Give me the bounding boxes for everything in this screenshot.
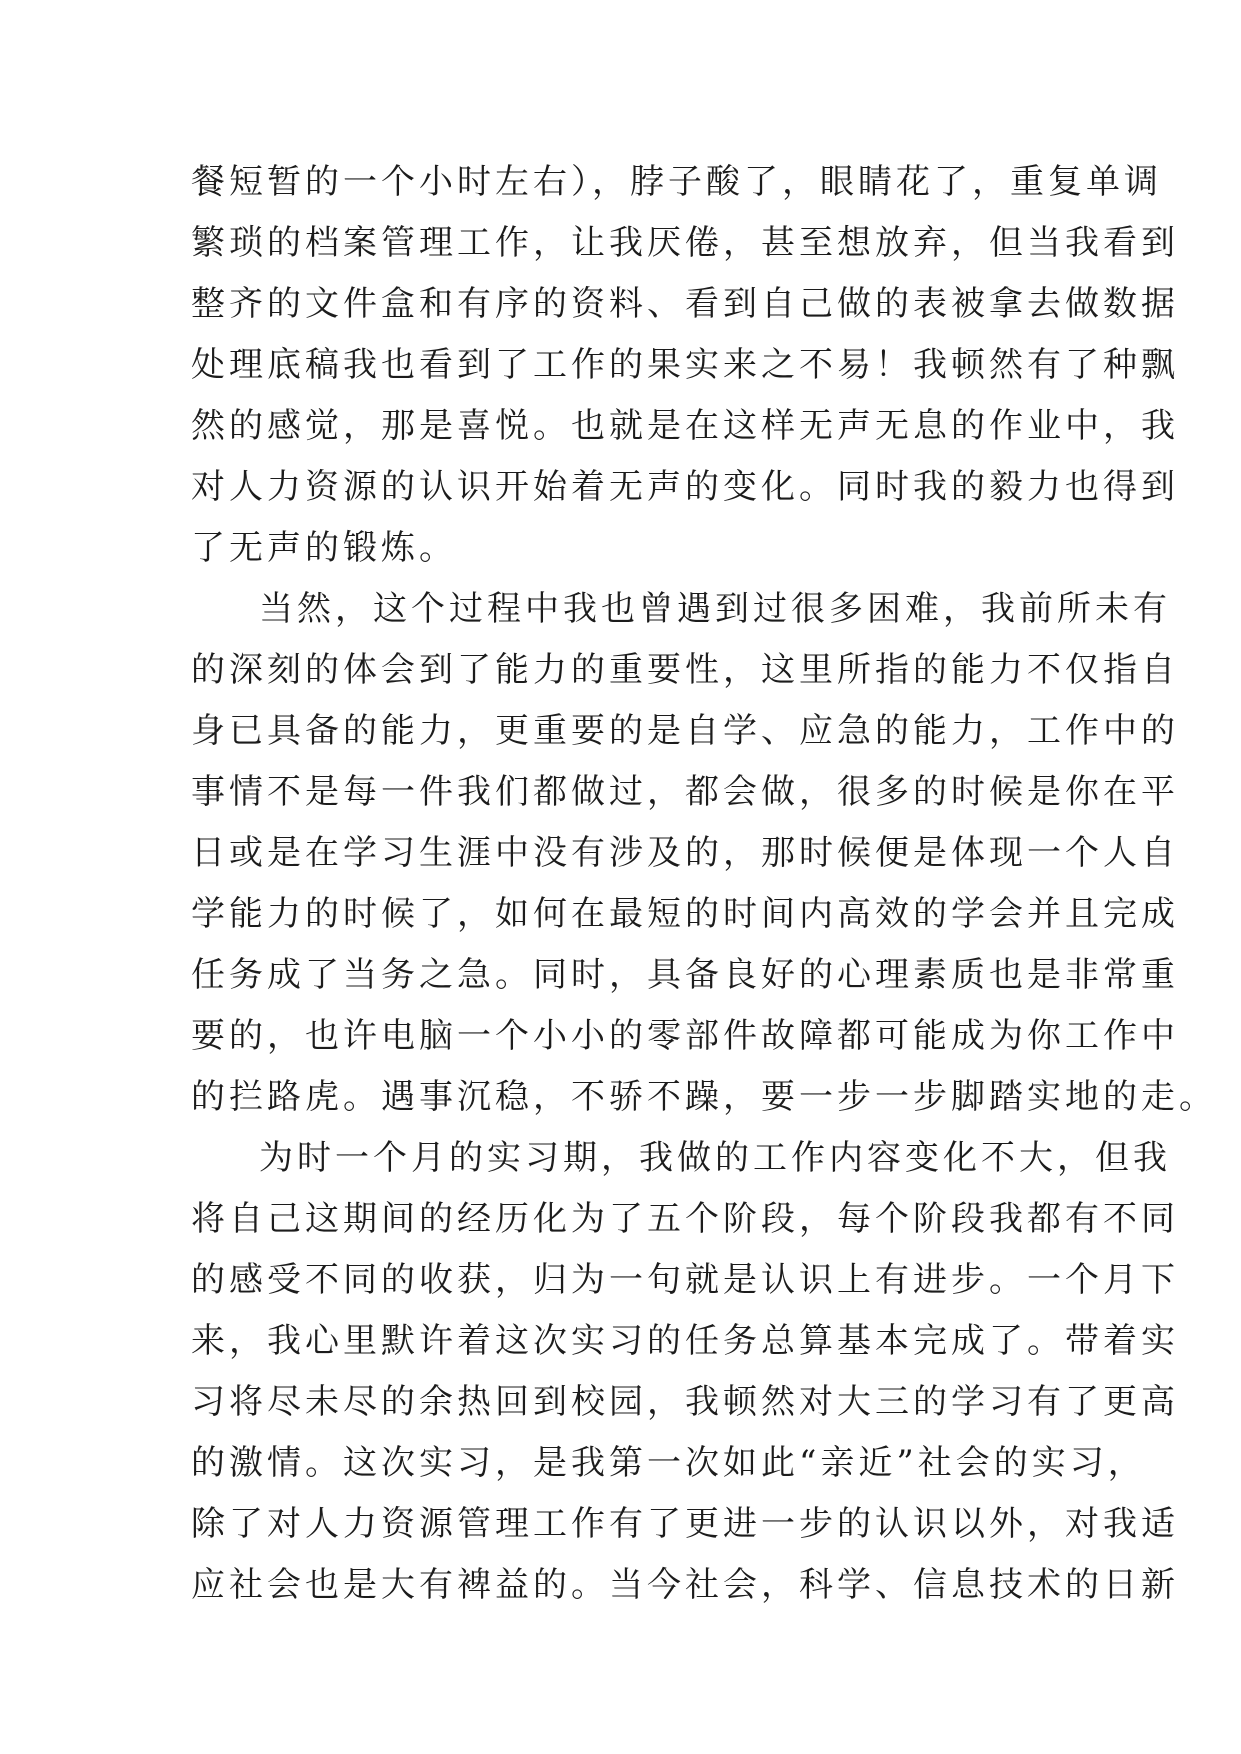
text-line: 的深刻的体会到了能力的重要性，这里所指的能力不仅指自 — [191, 650, 1179, 690]
text-line: 为时一个月的实习期，我做的工作内容变化不大，但我 — [259, 1138, 1171, 1178]
text-line: 除了对人力资源管理工作有了更进一步的认识以外，对我适 — [191, 1504, 1179, 1544]
text-line: 处理底稿我也看到了工作的果实来之不易！我顿然有了种飘 — [191, 345, 1179, 385]
text-line: 的感受不同的收获，归为一句就是认识上有进步。一个月下 — [191, 1260, 1179, 1300]
text-line: 要的，也许电脑一个小小的零部件故障都可能成为你工作中 — [191, 1016, 1179, 1056]
text-line: 应社会也是大有裨益的。当今社会，科学、信息技术的日新 — [191, 1565, 1179, 1605]
text-line: 将自己这期间的经历化为了五个阶段，每个阶段我都有不同 — [191, 1199, 1179, 1239]
text-line: 然的感觉，那是喜悦。也就是在这样无声无息的作业中，我 — [191, 406, 1179, 446]
text-line: 日或是在学习生涯中没有涉及的，那时候便是体现一个人自 — [191, 833, 1179, 873]
text-line: 事情不是每一件我们都做过，都会做，很多的时候是你在平 — [191, 772, 1179, 812]
text-line: 了无声的锻炼。 — [191, 528, 457, 568]
text-line: 整齐的文件盒和有序的资料、看到自己做的表被拿去做数据 — [191, 284, 1179, 324]
text-line: 身已具备的能力，更重要的是自学、应急的能力，工作中的 — [191, 711, 1179, 751]
text-line: 的激情。这次实习，是我第一次如此“亲近”社会的实习， — [191, 1443, 1146, 1483]
text-line: 习将尽未尽的余热回到校园，我顿然对大三的学习有了更高 — [191, 1382, 1179, 1422]
text-line: 对人力资源的认识开始着无声的变化。同时我的毅力也得到 — [191, 467, 1179, 507]
document-body — [191, 152, 1217, 1616]
paragraph-3 — [191, 1128, 1179, 1616]
text-line: 当然，这个过程中我也曾遇到过很多困难，我前所未有 — [259, 589, 1171, 629]
text-line: 的拦路虎。遇事沉稳，不骄不躁，要一步一步脚踏实地的走。 — [191, 1077, 1217, 1117]
text-line: 餐短暂的一个小时左右），脖子酸了，眼睛花了，重复单调 — [191, 162, 1162, 202]
text-line: 来，我心里默许着这次实习的任务总算基本完成了。带着实 — [191, 1321, 1179, 1361]
paragraph-2 — [191, 579, 1217, 1128]
text-line: 学能力的时候了，如何在最短的时间内高效的学会并且完成 — [191, 894, 1179, 934]
paragraph-1 — [191, 152, 1179, 579]
text-line: 任务成了当务之急。同时，具备良好的心理素质也是非常重 — [191, 955, 1179, 995]
text-line: 繁琐的档案管理工作，让我厌倦，甚至想放弃，但当我看到 — [191, 223, 1179, 263]
